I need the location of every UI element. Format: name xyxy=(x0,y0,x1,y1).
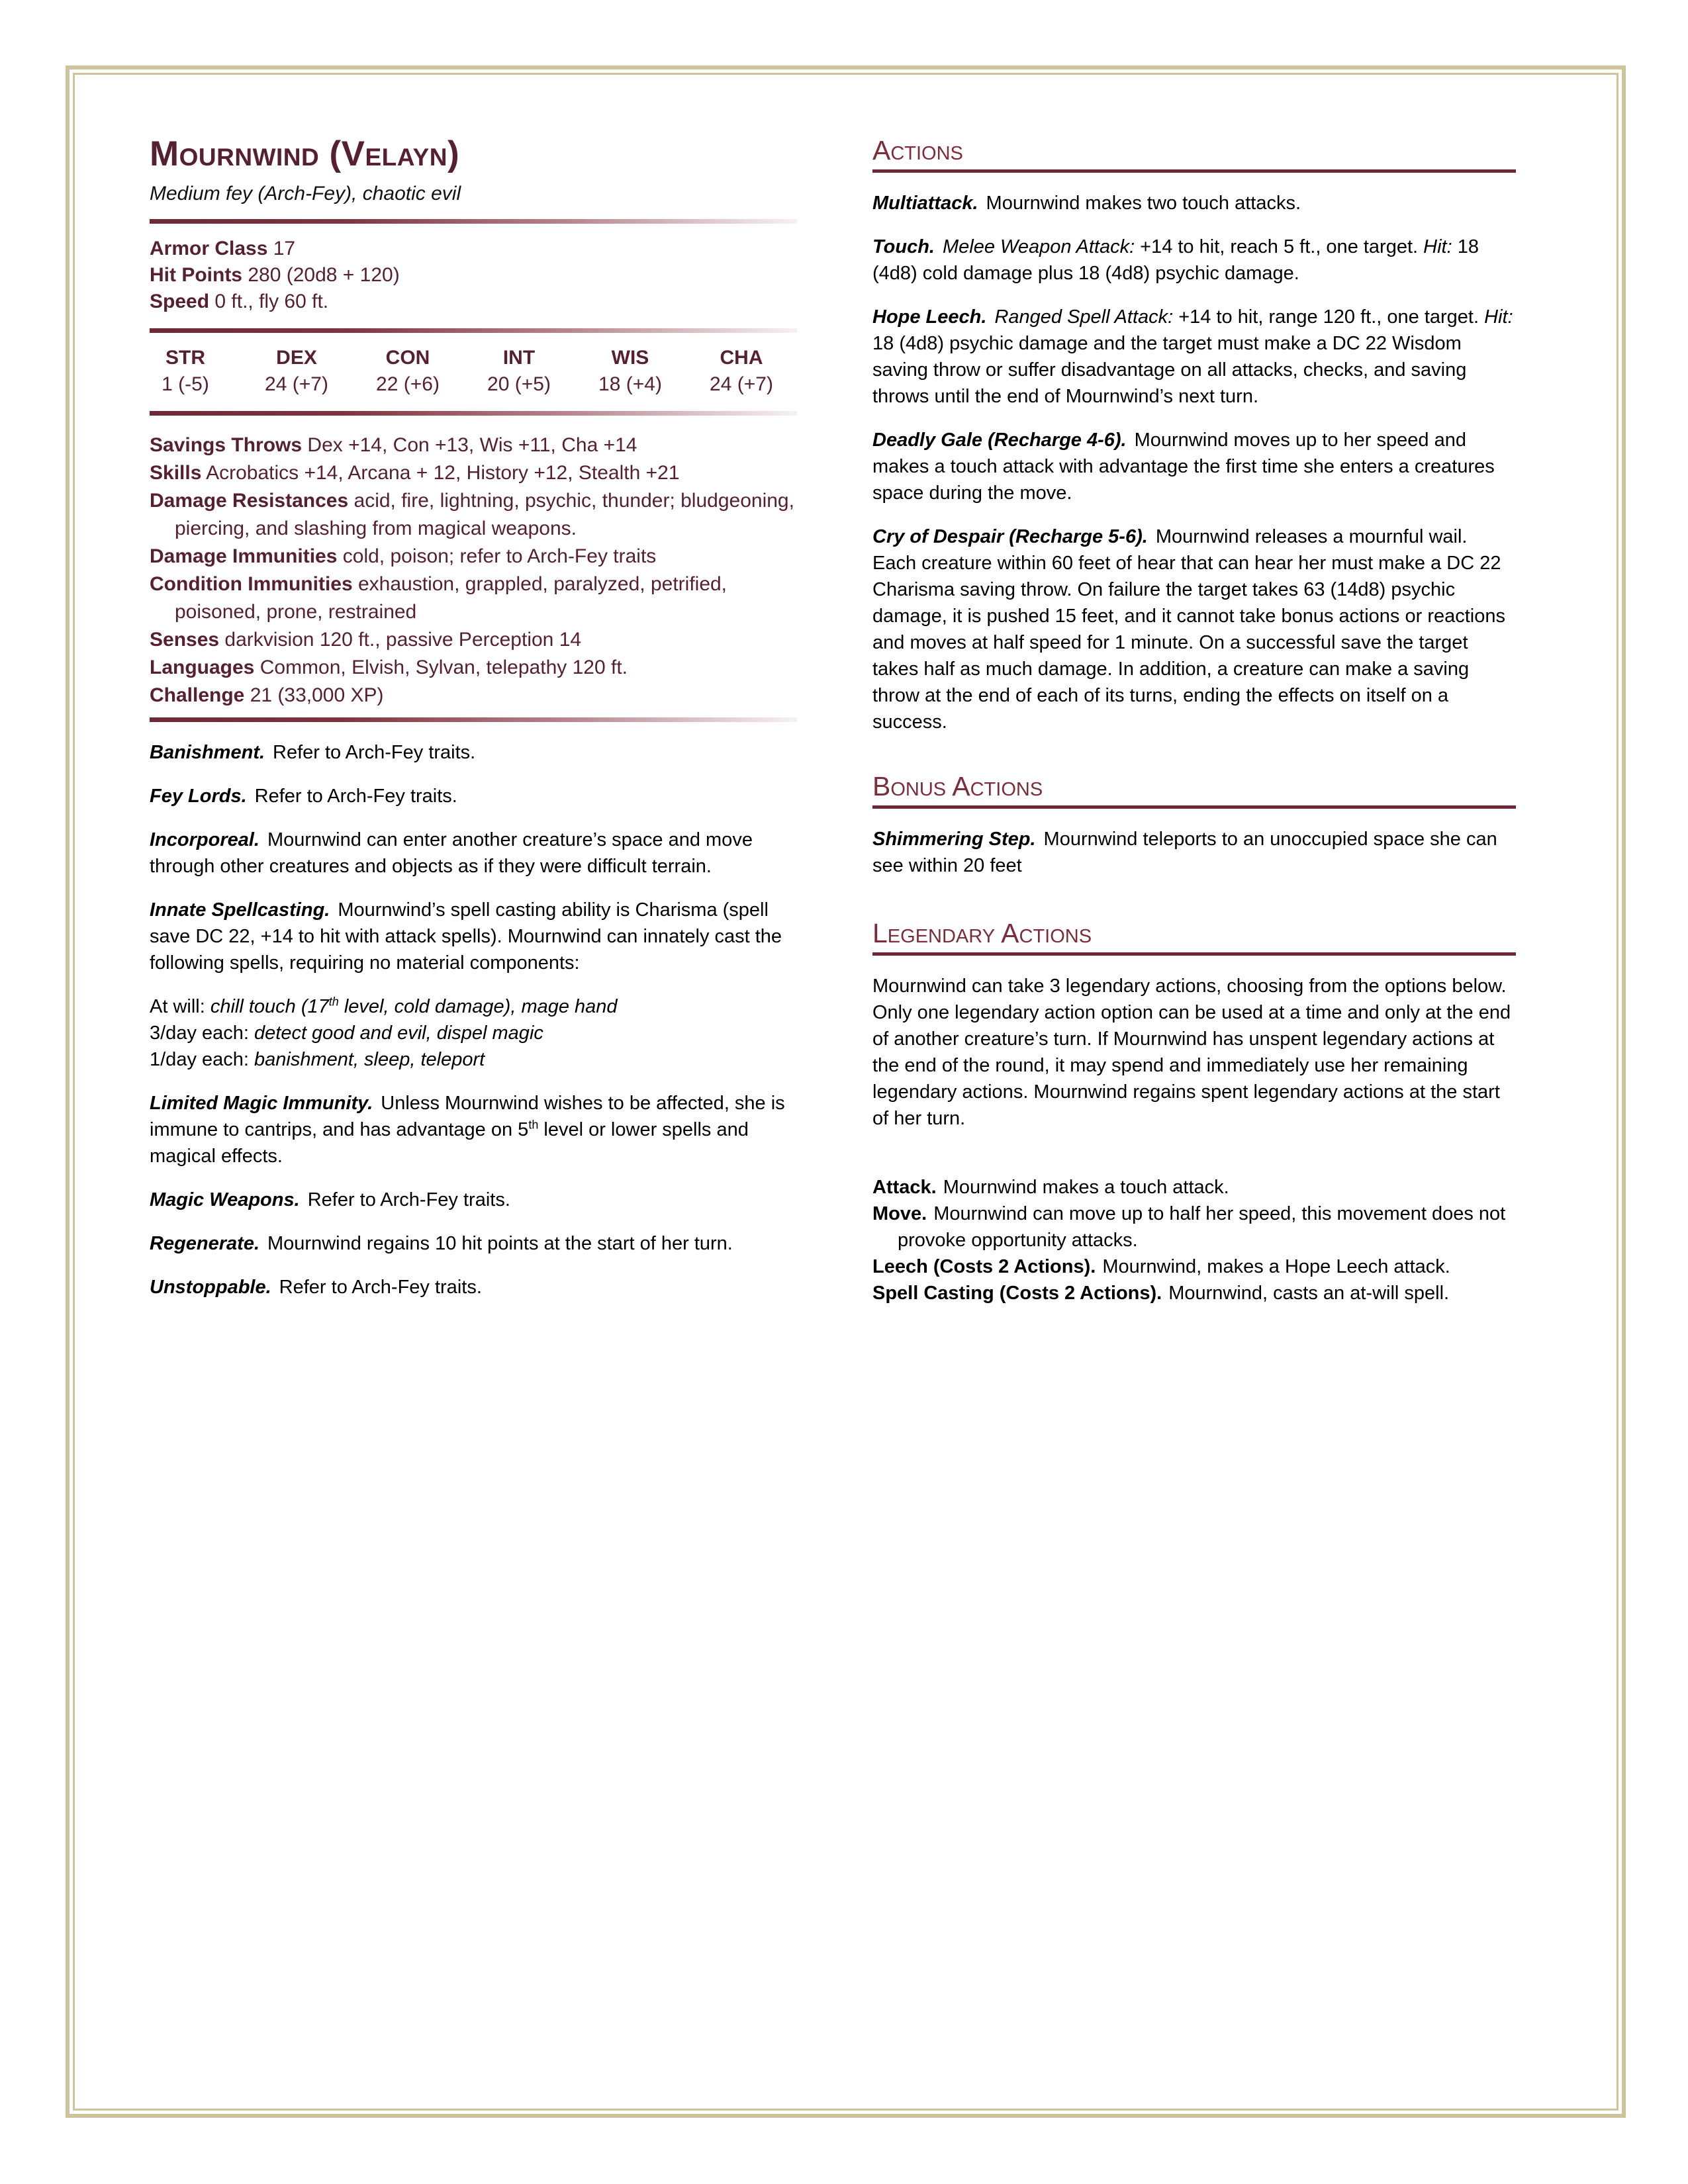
hit-points-value: 280 (20d8 + 120) xyxy=(248,263,400,286)
core-stats xyxy=(150,236,797,315)
trait-body: Unless Mournwind wishes to be affected, she is immune to cantrips, and has advantage on 5 xyxy=(150,1092,785,1140)
trait-name: Unstoppable. xyxy=(150,1276,271,1298)
hit-text: 18 (4d8) cold damage plus 18 (4d8) psychic damage. xyxy=(872,236,1479,284)
traits-section xyxy=(150,739,797,1300)
ability-score-table xyxy=(130,345,797,398)
trait-limited-magic-immunity xyxy=(150,1090,797,1169)
ability-con-value: 22 (+6) xyxy=(376,373,440,395)
challenge-label: Challenge xyxy=(150,684,245,706)
trait-incorporeal xyxy=(150,827,797,880)
trait-body: Mournwind regains 10 hit points at the start of her turn. xyxy=(267,1232,733,1254)
actions-section xyxy=(872,190,1516,735)
action-name: Deadly Gale (Recharge 4-6). xyxy=(872,429,1127,451)
armor-class-value: 17 xyxy=(273,237,296,259)
trait-body: Mournwind’s spell casting ability is Charisma (spell save DC 22, +14 to hit with attack spells). Mournwind can innately cast the following spells, requiring no material components: xyxy=(150,899,782,974)
damage-resistances-value: acid, fire, lightning, psychic, thunder; bludgeoning, piercing, and slashing from magical weapons. xyxy=(175,489,794,539)
ability-int-name: INT xyxy=(502,346,536,369)
senses-value: darkvision 120 ft., passive Perception 14 xyxy=(224,628,582,651)
speed-label: Speed xyxy=(150,290,210,312)
hit-label: Hit: xyxy=(1423,236,1452,257)
senses-label: Senses xyxy=(150,628,220,651)
legendary-actions-list xyxy=(872,1174,1516,1306)
bonus-action-body: Mournwind teleports to an unoccupied space she can see within 20 feet xyxy=(872,828,1497,876)
spells-at-will-post: level, cold damage), mage hand xyxy=(338,995,618,1017)
action-body: Mournwind makes two touch attacks. xyxy=(986,192,1301,214)
bonus-actions-header: Bonus Actions xyxy=(872,772,1516,809)
trait-name: Innate Spellcasting. xyxy=(150,899,330,921)
action-multiattack xyxy=(872,190,1516,216)
spells-1-day-label: 1/day each: xyxy=(150,1048,254,1070)
trait-name: Banishment. xyxy=(150,741,265,763)
hit-points-line xyxy=(150,262,797,289)
divider xyxy=(150,717,797,722)
senses-line xyxy=(150,626,797,654)
spells-1-day xyxy=(150,1046,797,1073)
trait-body: Refer to Arch-Fey traits. xyxy=(254,785,457,807)
creature-type: Medium fey (Arch-Fey), chaotic evil xyxy=(150,182,461,205)
spells-1-day-list: banishment, sleep, teleport xyxy=(254,1048,485,1070)
legendary-action-spell-casting xyxy=(872,1280,1516,1306)
left-column xyxy=(150,136,797,1300)
damage-immunities-line xyxy=(150,543,797,570)
legendary-actions-intro: Mournwind can take 3 legendary actions, choosing from the options below. Only one legendary action option can be used at a time and only at the end of another creature’s turn. If Mournwind has unspent legendary actions at the end of the round, it may spend and immediately use her remaining legendary actions. Mournwind regains spent legendary actions at the start of her turn. xyxy=(872,975,1511,1129)
languages-label: Languages xyxy=(150,656,255,678)
trait-name: Incorporeal. xyxy=(150,829,259,850)
legendary-action-body: Mournwind, casts an at-will spell. xyxy=(1168,1282,1450,1304)
saving-throws-label: Savings Throws xyxy=(150,433,303,456)
legendary-action-attack xyxy=(872,1174,1516,1201)
attack-type: Melee Weapon Attack: xyxy=(942,236,1135,257)
attack-to-hit: +14 to hit, range 120 ft., one target. xyxy=(1178,306,1479,328)
ability-dex-value: 24 (+7) xyxy=(265,373,328,395)
action-name: Cry of Despair (Recharge 5-6). xyxy=(872,525,1148,547)
legendary-action-name: Attack. xyxy=(872,1176,937,1198)
divider xyxy=(150,328,797,333)
ability-wis-value: 18 (+4) xyxy=(598,373,662,395)
ordinal-superscript: th xyxy=(328,994,339,1008)
action-body: Mournwind releases a mournful wail. Each creature within 60 feet of hear that can hear her must make a DC 22 Charisma saving throw. On failure the target takes 63 (14d8) psychic damage, it is pushed 15 feet, and it cannot take bonus actions or reactions and moves at half speed for 1 minute. On a successful save the target takes half as much damage. In addition, a creature can make a saving throw at the end of each of its turns, ending the effects on itself on a success. xyxy=(872,525,1505,733)
trait-magic-weapons xyxy=(150,1187,797,1213)
trait-body: Refer to Arch-Fey traits. xyxy=(279,1276,482,1298)
ability-str-value: 1 (-5) xyxy=(162,373,209,395)
action-deadly-gale xyxy=(872,427,1516,506)
action-name: Touch. xyxy=(872,236,935,257)
legendary-action-body: Mournwind can move up to half her speed, this movement does not provoke opportunity attacks. xyxy=(898,1203,1506,1251)
skills-line xyxy=(150,459,797,487)
attack-to-hit: +14 to hit, reach 5 ft., one target. xyxy=(1140,236,1419,257)
ability-dex-name: DEX xyxy=(276,346,317,369)
condition-immunities-line xyxy=(150,570,797,626)
challenge-value: 21 (33,000 XP) xyxy=(250,684,384,706)
trait-body: level or lower spells and magical effects. xyxy=(150,1118,749,1167)
bonus-action-shimmering-step xyxy=(872,826,1516,879)
trait-banishment xyxy=(150,739,797,766)
languages-value: Common, Elvish, Sylvan, telepathy 120 ft. xyxy=(259,656,628,678)
legendary-actions-header: Legendary Actions xyxy=(872,919,1516,956)
challenge-line xyxy=(150,682,797,709)
attack-type: Ranged Spell Attack: xyxy=(994,306,1174,328)
saving-throws-value: Dex +14, Con +13, Wis +11, Cha +14 xyxy=(307,433,637,456)
legendary-actions-section xyxy=(872,973,1516,1306)
legendary-action-name: Move. xyxy=(872,1203,927,1224)
languages-line xyxy=(150,654,797,682)
trait-body: Refer to Arch-Fey traits. xyxy=(307,1189,510,1210)
ability-dex xyxy=(241,345,352,398)
ability-str-name: STR xyxy=(165,346,205,369)
skills-label: Skills xyxy=(150,461,202,484)
ability-str xyxy=(130,345,241,398)
legendary-action-leech xyxy=(872,1253,1516,1280)
ability-int-value: 20 (+5) xyxy=(487,373,551,395)
ordinal-superscript: th xyxy=(528,1117,539,1131)
detail-stats xyxy=(150,432,797,709)
spells-at-will-pre: chill touch (17 xyxy=(210,995,329,1017)
legendary-action-move xyxy=(872,1201,1516,1253)
trait-unstoppable xyxy=(150,1274,797,1300)
action-cry-of-despair xyxy=(872,523,1516,735)
action-name: Multiattack. xyxy=(872,192,978,214)
trait-body: Refer to Arch-Fey traits. xyxy=(273,741,476,763)
ability-con xyxy=(352,345,463,398)
divider xyxy=(150,219,797,224)
ability-int xyxy=(463,345,575,398)
ability-con-name: CON xyxy=(385,346,430,369)
bonus-action-name: Shimmering Step. xyxy=(872,828,1036,850)
hit-points-label: Hit Points xyxy=(150,263,242,286)
action-body: Mournwind moves up to her speed and makes a touch attack with advantage the first time she enters a creatures space during the move. xyxy=(872,429,1495,504)
condition-immunities-value: exhaustion, grappled, paralyzed, petrified, poisoned, prone, restrained xyxy=(175,572,727,623)
ability-cha xyxy=(686,345,797,398)
spells-3-day xyxy=(150,1020,797,1046)
hit-label: Hit: xyxy=(1484,306,1513,328)
skills-value: Acrobatics +14, Arcana + 12, History +12, Stealth +21 xyxy=(206,461,680,484)
divider xyxy=(150,411,797,416)
speed-value: 0 ft., fly 60 ft. xyxy=(214,290,329,312)
ability-cha-value: 24 (+7) xyxy=(710,373,773,395)
legendary-action-body: Mournwind makes a touch attack. xyxy=(943,1176,1229,1198)
condition-immunities-label: Condition Immunities xyxy=(150,572,353,595)
speed-line xyxy=(150,289,797,315)
legendary-action-name: Leech (Costs 2 Actions). xyxy=(872,1255,1096,1277)
legendary-action-name: Spell Casting (Costs 2 Actions). xyxy=(872,1282,1162,1304)
trait-name: Regenerate. xyxy=(150,1232,260,1254)
armor-class-label: Armor Class xyxy=(150,237,268,259)
spells-at-will-label: At will: xyxy=(150,995,211,1017)
spell-list xyxy=(150,993,797,1073)
trait-innate-spellcasting xyxy=(150,897,797,976)
trait-name: Limited Magic Immunity. xyxy=(150,1092,373,1114)
trait-body: Mournwind can enter another creature’s space and move through other creatures and objects as if they were difficult terrain. xyxy=(150,829,753,877)
legendary-action-body: Mournwind, makes a Hope Leech attack. xyxy=(1102,1255,1450,1277)
damage-immunities-value: cold, poison; refer to Arch-Fey traits xyxy=(342,545,657,567)
action-hope-leech xyxy=(872,304,1516,410)
action-name: Hope Leech. xyxy=(872,306,987,328)
bonus-actions-section xyxy=(872,826,1516,879)
hit-text: 18 (4d8) psychic damage and the target must make a DC 22 Wisdom saving throw or suffer disadvantage on all attacks, checks, and saving throws until the end of Mournwind’s next turn. xyxy=(872,332,1467,407)
ability-wis-name: WIS xyxy=(611,346,649,369)
spells-at-will xyxy=(150,993,797,1020)
ability-wis xyxy=(575,345,686,398)
trait-regenerate xyxy=(150,1230,797,1257)
armor-class-line xyxy=(150,236,797,262)
action-touch xyxy=(872,234,1516,287)
actions-header: Actions xyxy=(872,136,1516,173)
ability-cha-name: CHA xyxy=(720,346,763,369)
trait-name: Fey Lords. xyxy=(150,785,247,807)
damage-resistances-label: Damage Resistances xyxy=(150,489,349,512)
trait-fey-lords xyxy=(150,783,797,809)
right-column xyxy=(872,136,1516,1306)
damage-resistances-line xyxy=(150,487,797,543)
damage-immunities-label: Damage Immunities xyxy=(150,545,338,567)
trait-name: Magic Weapons. xyxy=(150,1189,300,1210)
saving-throws-line xyxy=(150,432,797,459)
creature-name: Mournwind (Velayn) xyxy=(150,134,460,173)
spells-3-day-label: 3/day each: xyxy=(150,1022,254,1044)
spells-3-day-list: detect good and evil, dispel magic xyxy=(254,1022,543,1044)
